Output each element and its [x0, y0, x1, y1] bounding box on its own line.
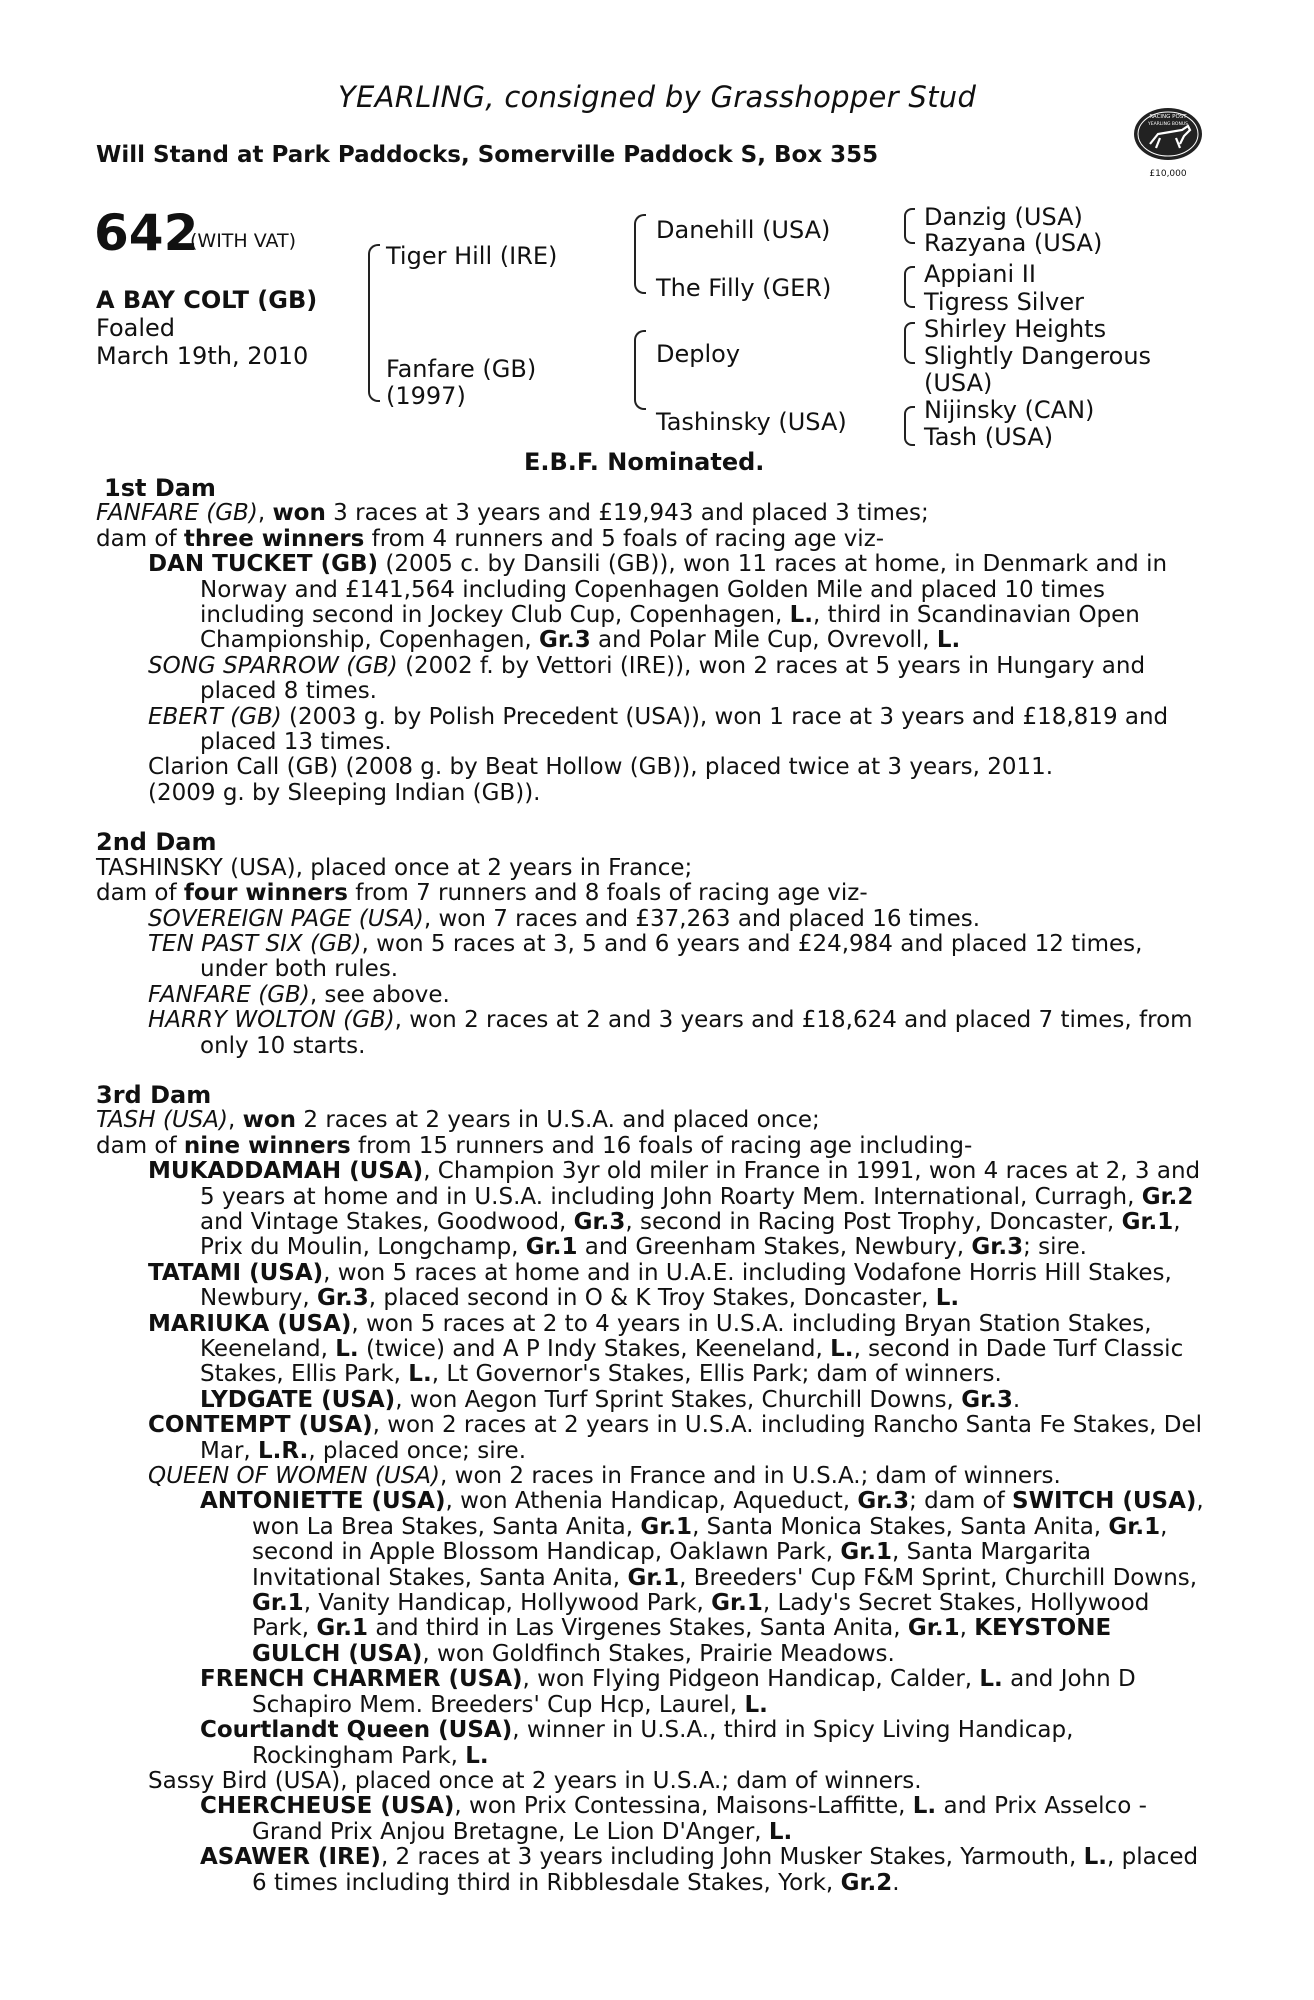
pedigree-brace-1 [368, 244, 380, 402]
third-dam-produce: dam of nine winners from 15 runners and 16 foals of racing age including- [96, 1132, 973, 1159]
sire-sire: Danehill (USA) [656, 216, 831, 244]
stand-location: Will Stand at Park Paddocks, Somerville Paddock S, Box 355 [96, 142, 879, 168]
second-dam-text: TASHINSKY (USA), placed once at 2 years in France; [96, 854, 693, 881]
list-item: Clarion Call (GB) (2008 g. by Beat Hollow (GB)), placed twice at 3 years, 2011. [148, 754, 1054, 781]
third-dam-text: TASH (USA), won 2 races at 2 years in U.S.A. and placed once; [96, 1107, 820, 1134]
ancestor-7: Nijinsky (CAN) [924, 396, 1095, 424]
pedigree-brace-3a [904, 208, 915, 244]
dam-sire: Deploy [656, 340, 741, 368]
list-item: MARIUKA (USA), won 5 races at 2 to 4 years in U.S.A. including Bryan Station Stakes, Keeneland, L. (twice) and A P Indy Stakes, Keeneland, L., second in Dade Turf Classic Stakes, Ellis Park, L., Lt Governor's Stakes, Ellis Park; dam of winners. [148, 1310, 1184, 1388]
ancestor-4: Tigress Silver [924, 288, 1084, 316]
ancestor-6: Slightly Dangerous [924, 342, 1152, 370]
list-item: Courtlandt Queen (USA), winner in U.S.A., third in Spicy Living Handicap, Rockingham Park, L. [200, 1717, 1074, 1769]
svg-text:RACING POST: RACING POST [1149, 114, 1187, 120]
list-item: QUEEN OF WOMEN (USA), won 2 races in France and in U.S.A.; dam of winners. [148, 1463, 1061, 1490]
list-item: MUKADDAMAH (USA), Champion 3yr old miler in France in 1991, won 4 races at 2, 3 and 5 years at home and in U.S.A. including John Roarty Mem. International, Curragh, Gr.2 and Vintage Stakes, Goodwood, Gr.3, second in Racing Post Trophy, Doncaster, Gr.1, Prix du Moulin, Longchamp, Gr.1 and Greenham Stakes, Newbury, Gr.3; sire. [148, 1158, 1201, 1261]
list-item: FRENCH CHARMER (USA), won Flying Pidgeon Handicap, Calder, L. and John D Schapiro Mem. Breeders' Cup Hcp, Laurel, L. [200, 1666, 1136, 1718]
third-dam-heading: 3rd Dam [96, 1080, 212, 1109]
first-dam-heading: 1st Dam [104, 474, 216, 502]
list-item: SOVEREIGN PAGE (USA), won 7 races and £37,263 and placed 16 times. [148, 905, 981, 932]
list-item: LYDGATE (USA), won Aegon Turf Sprint Stakes, Churchill Downs, Gr.3. [200, 1386, 1021, 1413]
list-item: CHERCHEUSE (USA), won Prix Contessina, Maisons-Laffitte, L. and Prix Asselco - Grand Prix Anjou Bretagne, Le Lion D'Anger, L. [200, 1793, 1147, 1845]
lot-description: A BAY COLT (GB) [96, 286, 318, 314]
svg-text:YEARLING BONUS: YEARLING BONUS [1148, 122, 1188, 127]
vat-note: (WITH VAT) [190, 230, 297, 252]
sire-dam: The Filly (GER) [656, 274, 832, 302]
list-item: ASAWER (IRE), 2 races at 3 years including John Musker Stakes, Yarmouth, L., placed 6 times including third in Ribblesdale Stakes, York, Gr.2. [200, 1844, 1199, 1896]
second-dam-produce: dam of four winners from 7 runners and 8 foals of racing age viz- [96, 880, 868, 907]
first-dam-text: FANFARE (GB), won 3 races at 3 years and £19,943 and placed 3 times; [96, 500, 929, 527]
list-item: HARRY WOLTON (GB), won 2 races at 2 and 3 years and £18,624 and placed 7 times, from only 10 starts. [148, 1007, 1193, 1059]
list-item: (2009 g. by Sleeping Indian (GB)). [148, 779, 541, 806]
pedigree-brace-2a [634, 214, 646, 294]
pedigree-brace-3b [904, 266, 915, 308]
catalogue-body [96, 476, 1206, 1896]
dam: Fanfare (GB) [386, 355, 537, 383]
lot-number: 642 [94, 204, 199, 262]
first-dam-produce: dam of three winners from 4 runners and 5 foals of racing age viz- [96, 525, 885, 552]
list-item: TEN PAST SIX (GB), won 5 races at 3, 5 and 6 years and £24,984 and placed 12 times, under both rules. [148, 930, 1143, 983]
list-item: EBERT (GB) (2003 g. by Polish Precedent (USA)), won 1 race at 3 years and £18,819 and placed 13 times. [148, 703, 1169, 756]
pedigree-brace-2b [634, 330, 646, 410]
ancestor-8: Tash (USA) [924, 423, 1054, 451]
sire: Tiger Hill (IRE) [386, 242, 558, 270]
list-item: DAN TUCKET (GB) (2005 c. by Dansili (GB)), won 11 races at home, in Denmark and in Norway and £141,564 including Copenhagen Golden Mile and placed 10 times including second in Jockey Club Cup, Copenhagen, L., third in Scandinavian Open Championship, Copenhagen, Gr.3 and Polar Mile Cup, Ovrevoll, L. [148, 551, 1168, 654]
foaled-label: Foaled [96, 314, 176, 342]
pedigree-brace-3d [904, 406, 915, 446]
list-item: Sassy Bird (USA), placed once at 2 years in U.S.A.; dam of winners. [148, 1767, 922, 1794]
ancestor-2: Razyana (USA) [924, 229, 1103, 257]
foaled-date: March 19th, 2010 [96, 342, 309, 370]
second-dam-heading: 2nd Dam [96, 828, 217, 857]
ancestor-1: Danzig (USA) [924, 203, 1083, 231]
svg-text:£10,000: £10,000 [1149, 169, 1187, 179]
list-item: TATAMI (USA), won 5 races at home and in U.A.E. including Vodafone Horris Hill Stakes, Newbury, Gr.3, placed second in O & K Troy Stakes, Doncaster, L. [148, 1259, 1172, 1312]
dam-year: (1997) [386, 382, 466, 410]
ancestor-5: Shirley Heights [924, 315, 1107, 343]
list-item: ANTONIETTE (USA), won Athenia Handicap, Aqueduct, Gr.3; dam of SWITCH (USA), won La Brea Stakes, Santa Anita, Gr.1, Santa Monica Stakes, Santa Anita, Gr.1, second in Apple Blossom Handicap, Oaklawn Park, Gr.1, Santa Margarita Invitational Stakes, Santa Anita, Gr.1, Breeders' Cup F&M Sprint, Churchill Downs, Gr.1, Vanity Handicap, Hollywood Park, Gr.1, Lady's Secret Stakes, Hollywood Park, Gr.1 and third in Las Virgenes Stakes, Santa Anita, Gr.1, KEYSTONE GULCH (USA), won Goldfinch Stakes, Prairie Meadows. [200, 1488, 1204, 1667]
list-item: CONTEMPT (USA), won 2 races at 2 years in U.S.A. including Rancho Santa Fe Stakes, Del Mar, L.R., placed once; sire. [148, 1412, 1202, 1464]
ancestor-3: Appiani II [924, 260, 1036, 288]
pedigree-brace-3c [904, 322, 915, 364]
list-item: SONG SPARROW (GB) (2002 f. by Vettori (IRE)), won 2 races at 5 years in Hungary and placed 8 times. [148, 652, 1146, 705]
dam-dam: Tashinsky (USA) [656, 408, 847, 436]
list-item: FANFARE (GB), see above. [148, 981, 450, 1008]
page-title: YEARLING, consigned by Grasshopper Stud [338, 80, 977, 114]
ebf-nominated: E.B.F. Nominated. [524, 448, 765, 476]
yearling-bonus-badge [1130, 96, 1206, 186]
ancestor-6b: (USA) [924, 369, 993, 397]
